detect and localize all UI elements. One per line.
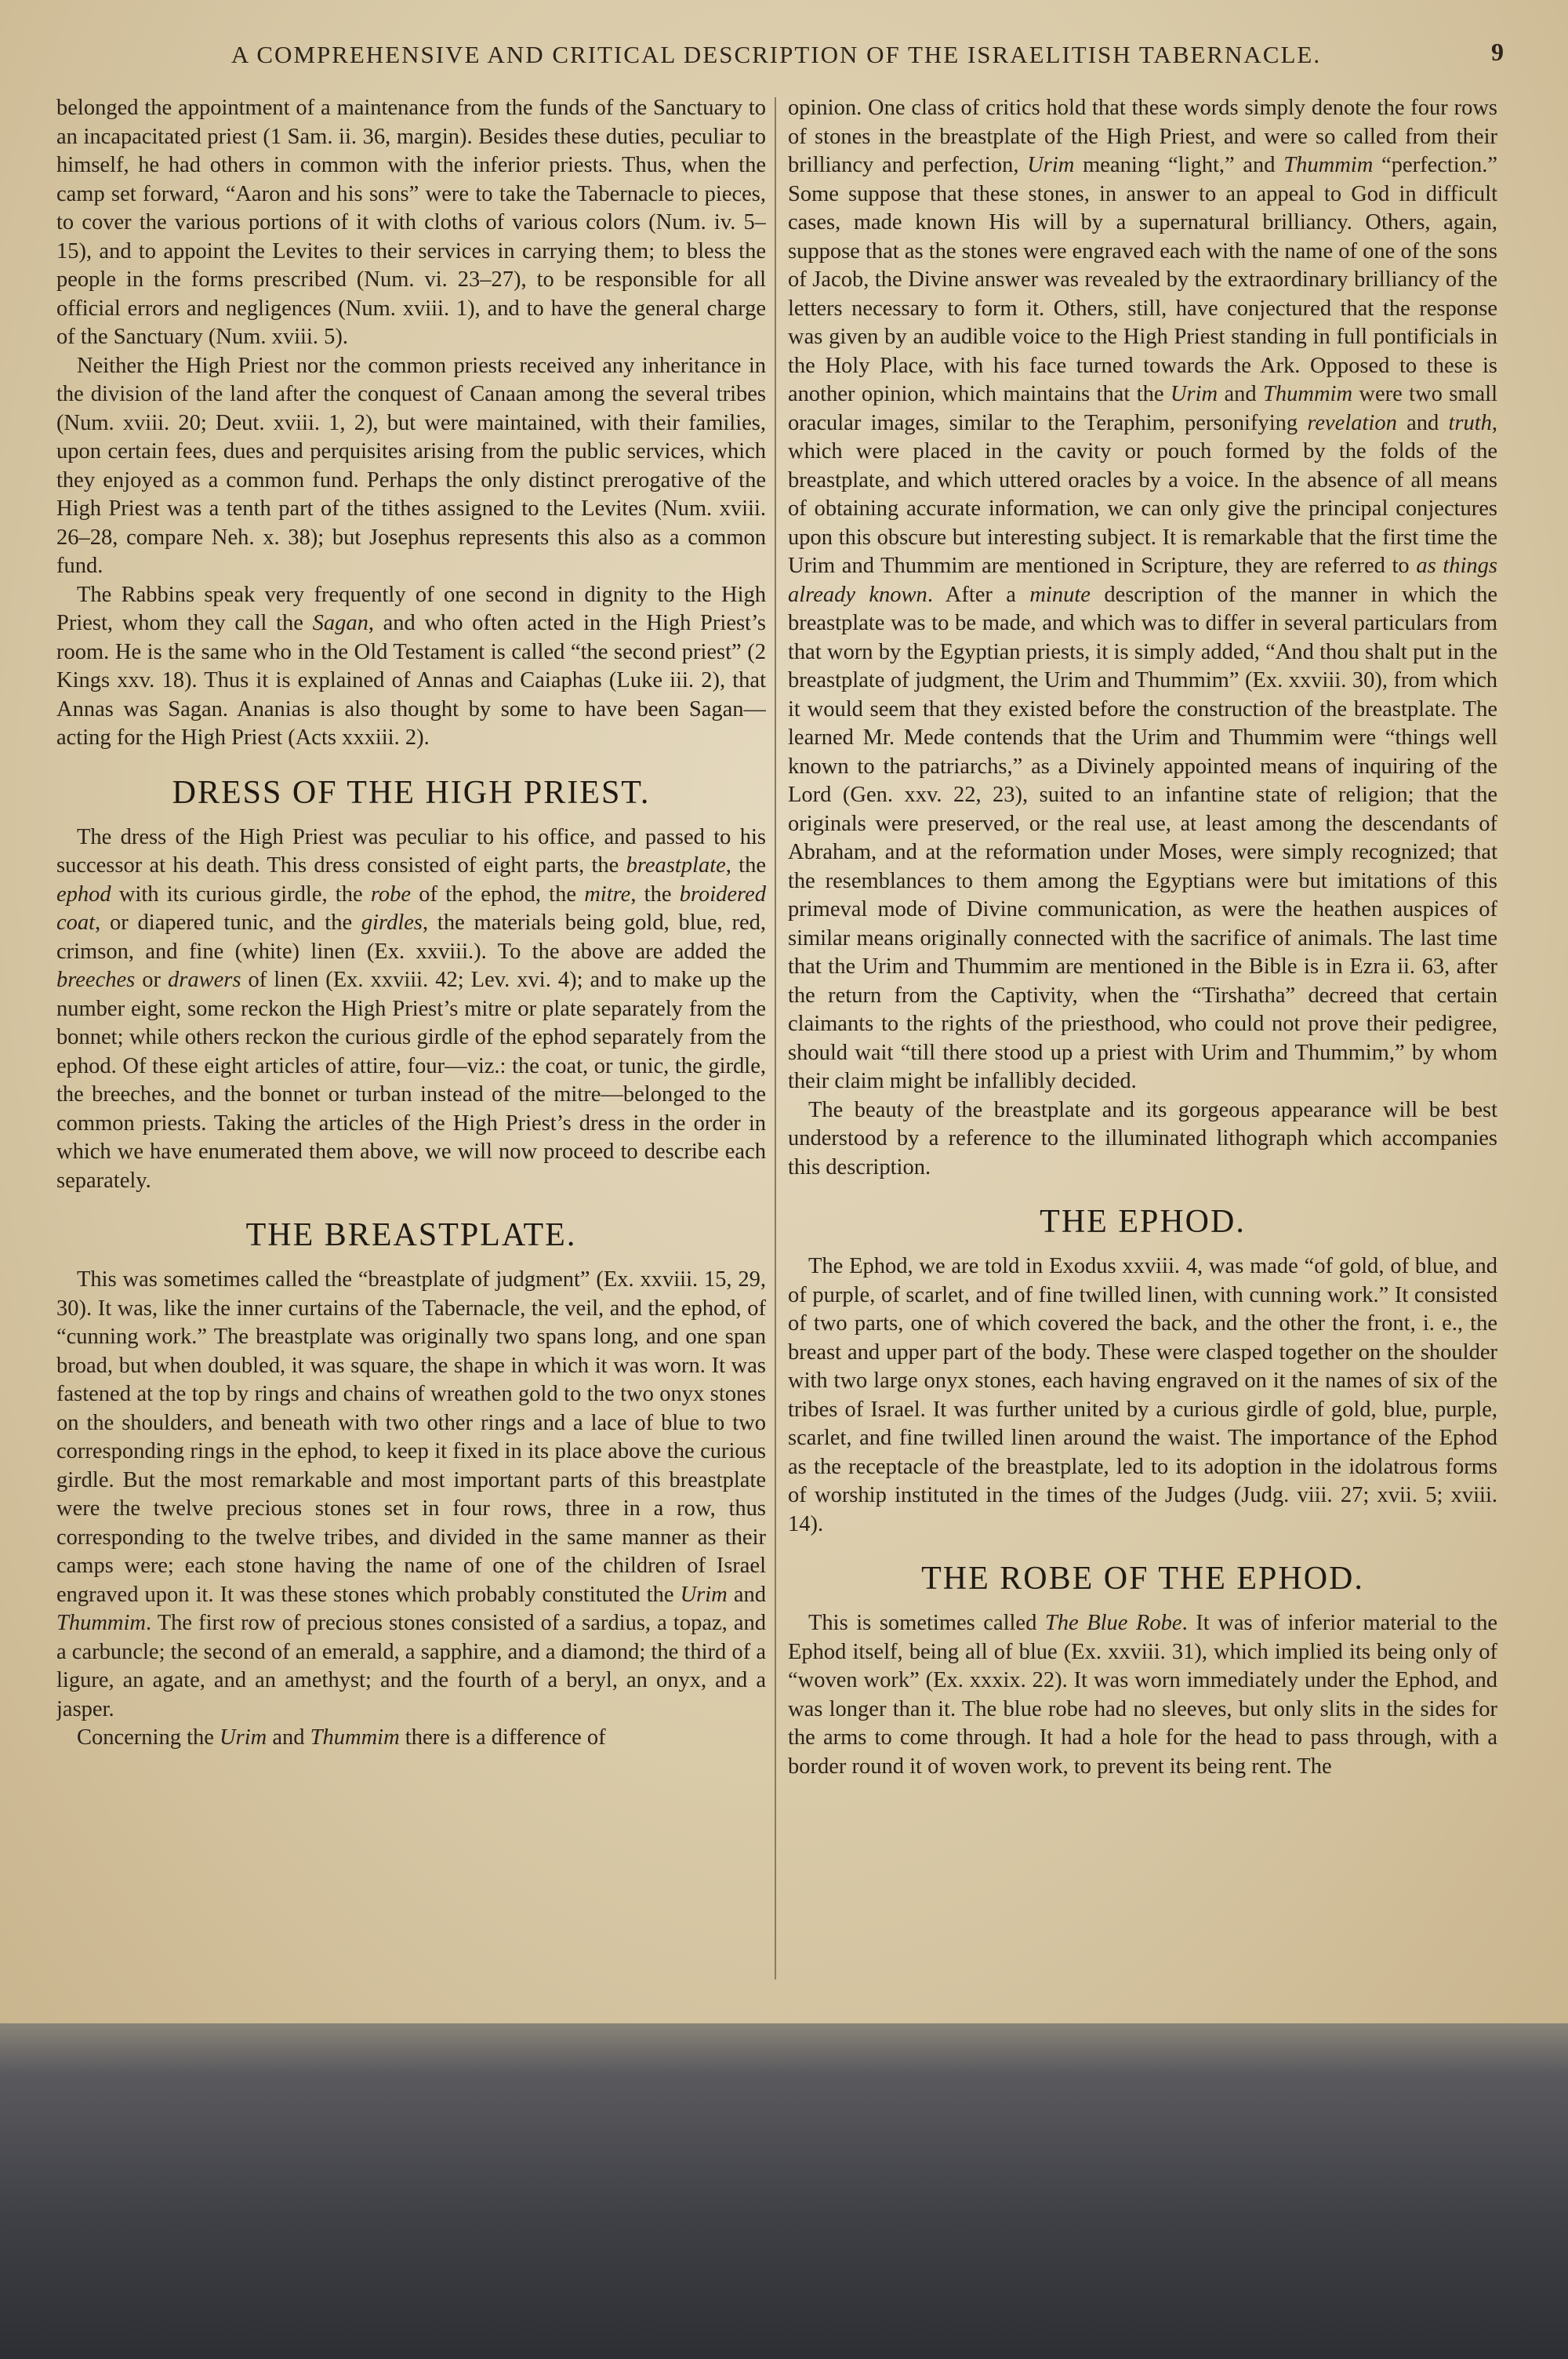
- paragraph-duties: belonged the appointment of a maintenance from the funds of the Sanctuary to an incapacitated priest (1 Sam. ii. 36, margin). Besides these duties, peculiar to himself, he had others in common with the inferior priests. Thus, when the camp set forward, “Aaron and his sons” were to take the Tabernacle to pieces, to cover the various portions of it with cloths of various colors (Num. iv. 5–15), and to appoint the Levites to their services in carrying them; to bless the people in the forms prescribed (Num. vi. 23–27), to be responsible for all official errors and negligences (Num. xviii. 1), and to have the general charge of the Sanctuary (Num. xviii. 5).: [56, 96, 766, 349]
- paragraph-dress: The dress of the High Priest was peculiar to his office, and passed to his successor at his death. This dress consisted of eight parts, the breastplate, the ephod with its curious girdle, the robe of the ephod, the mitre, the broidered coat, or diapered tunic, and the girdles, the materials being gold, blue, red, crimson, and fine (white) linen (Ex. xxviii.). To the above are added the breeches or drawers of linen (Ex. xxviii. 42; Lev. xvi. 4); and to make up the number eight, some reckon the High Priest’s mitre or plate separately from the bonnet; while others reckon the curious girdle of the ephod separately from the ephod. Of these eight articles of attire, four—viz.: the coat, or tunic, the girdle, the breeches, and the bonnet or turban instead of the mitre—belonged to the common priests. Taking the articles of the High Priest’s dress in the order in which we have enumerated them above, we will now proceed to describe each separately.: [56, 824, 766, 1193]
- paragraph-inheritance: Neither the High Priest nor the common priests received any inheritance in the division of the land after the conquest of Canaan among the several tribes (Num. xviii. 20; Deut. xviii. 1, 2), but were maintained, with their families, upon certain fees, dues and perquisites arising from the public services, which they enjoyed as a common fund. Perhaps the only distinct prerogative of the High Priest was a tenth part of the tithes assigned to the Levites (Num. xviii. 26–28, compare Neh. x. 38); but Josephus represents this also as a common fund.: [56, 353, 766, 578]
- running-head: A COMPREHENSIVE AND CRITICAL DESCRIPTION OF THE ISRAELITISH TABERNACLE.: [230, 41, 1322, 68]
- left-column: [56, 94, 766, 1992]
- paragraph-beauty: The beauty of the breastplate and its gorgeous appearance will be best understood by a reference to the illuminated lithograph which accompanies this description.: [788, 1097, 1497, 1180]
- paragraph-robe: This is sometimes called The Blue Robe. It was of inferior material to the Ephod itself, being all of blue (Ex. xxviii. 31), which implied its being only of “woven work” (Ex. xxxix. 22). It was worn immediately under the Ephod, and was longer than it. The blue robe had no sleeves, but only slits in the sides for the arms to come through. It had a hole for the head to pass through, with a border round it of woven work, to prevent its being rent. The: [788, 1611, 1497, 1779]
- heading-robe-of-ephod: THE ROBE OF THE EPHOD.: [921, 1561, 1364, 1597]
- paragraph-breastplate: This was sometimes called the “breastplate of judgment” (Ex. xxviii. 15, 29, 30). It was, like the inner curtains of the Tabernacle, the veil, and the ephod, of “cunning work.” The breastplate was originally two spans long, and one span broad, but when doubled, it was square, the shape in which it was worn. It was fastened at the top by rings and chains of wreathen gold to the two onyx stones on the shoulders, and beneath with two other rings and a lace of blue to two corresponding rings in the ephod, to keep it fixed in its place above the curious girdle. But the most remarkable and most important parts of this breastplate were the twelve precious stones set in four rows, three in a row, thus corresponding to the twelve tribes, and divided in the same manner as their camps were; each stone having the name of one of the children of Israel engraved upon it. It was these stones which probably constituted the Urim and Thummim. The first row of precious stones consisted of a sardius, a topaz, and a carbuncle; the second of an emerald, a sapphire, and a diamond; the third of a ligure, an agate, and an amethyst; and the fourth of a beryl, an onyx, and a jasper.: [56, 1267, 766, 1721]
- paragraph-urim-thummim: opinion. One class of critics hold that these words simply denote the four rows of stones in the breastplate of the High Priest, and were so called from their brilliancy and perfection, Urim meaning “light,” and Thummim “perfection.” Some suppose that these stones, in answer to an appeal to God in difficult cases, made known His will by a supernatural brilliancy. Others, again, suppose that as the stones were engraved each with the name of one of the sons of Jacob, the Divine answer was revealed by the extraordinary brilliancy of the letters necessary to form it. Others, still, have conjectured that the response was given by an audible voice to the High Priest standing in full pontificials in the Holy Place, with his face turned towards the Ark. Opposed to these is another opinion, which maintains that the Urim and Thummim were two small oracular images, similar to the Teraphim, personifying revelation and truth, which were placed in the cavity or pouch formed by the folds of the breastplate, and which uttered oracles by a voice. In the absence of all means of obtaining accurate information, we can only give the principal conjectures upon this obscure but interesting subject. It is remarkable that the first time the Urim and Thummim are mentioned in Scripture, they are referred to as things already known. After a minute description of the manner in which the breastplate was to be made, and which was to differ in several particulars from that worn by the Egyptian priests, it is simply added, “And thou shalt put in the breastplate of judgment, the Urim and Thummim” (Ex. xxviii. 30), from which it would seem that they existed before the construction of the breastplate. The learned Mr. Mede contends that the Urim and Thummim were “things well known to the patriarchs,” as a Divinely appointed means of inquiring of the Lord (Gen. xxv. 22, 23), suited to an infantine state of religion; that the originals were preserved, or the real use, at least among the descendants of Abraham, and at the reformation under Moses, were simply recognized; that the resemblances to them among the Egyptians were but imitations of this primeval mode of Divine communication, as were the heathen auspices of similar means originally connected with the sacrifice of animals. The last time that the Urim and Thummim are mentioned in the Bible is in Ezra ii. 63, after the return from the Captivity, when the “Tirshatha” decreed that certain claimants to the rights of the priesthood, who could not prove their pedigree, should wait “till there stood up a priest with Urim and Thummim,” by whom their claim might be infallibly decided.: [788, 96, 1497, 1093]
- paragraph-ephod: The Ephod, we are told in Exodus xxviii. 4, was made “of gold, of blue, and of purple, of scarlet, and of fine twilled linen, with cunning work.” It consisted of two parts, one of which covered the back, and the other the front, i. e., the breast and upper part of the body. These were clasped together on the shoulder with two large onyx stones, each having engraved on it the names of six of the tribes of Israel. It was further united by a curious girdle of gold, blue, purple, scarlet, and fine twilled linen around the waist. The importance of the Ephod as the receptacle of the breastplate, led to its adoption in the idolatrous forms of worship instituted in the times of the Judges (Judg. viii. 27; xvii. 5; xviii. 14).: [788, 1254, 1497, 1536]
- heading-dress-of-high-priest: DRESS OF THE HIGH PRIEST.: [172, 774, 651, 811]
- photo-background: [0, 2023, 1568, 2359]
- heading-breastplate: THE BREASTPLATE.: [245, 1217, 577, 1253]
- right-column: [788, 94, 1497, 1992]
- paragraph-sagan: The Rabbins speak very frequently of one second in dignity to the High Priest, whom they call the Sagan, and who often acted in the High Priest’s room. He is the same who in the Old Testament is called “the second priest” (2 Kings xxv. 18). Thus it is explained of Annas and Caiaphas (Luke iii. 2), that Annas was Sagan. Ananias is also thought by some to have been Sagan—acting for the High Priest (Acts xxxiii. 2).: [56, 582, 766, 750]
- page-number: 9: [1491, 38, 1504, 66]
- column-rule: [775, 97, 776, 1979]
- heading-ephod: THE EPHOD.: [1040, 1204, 1246, 1240]
- paragraph-concerning: Concerning the Urim and Thummim there is a difference of: [77, 1725, 606, 1750]
